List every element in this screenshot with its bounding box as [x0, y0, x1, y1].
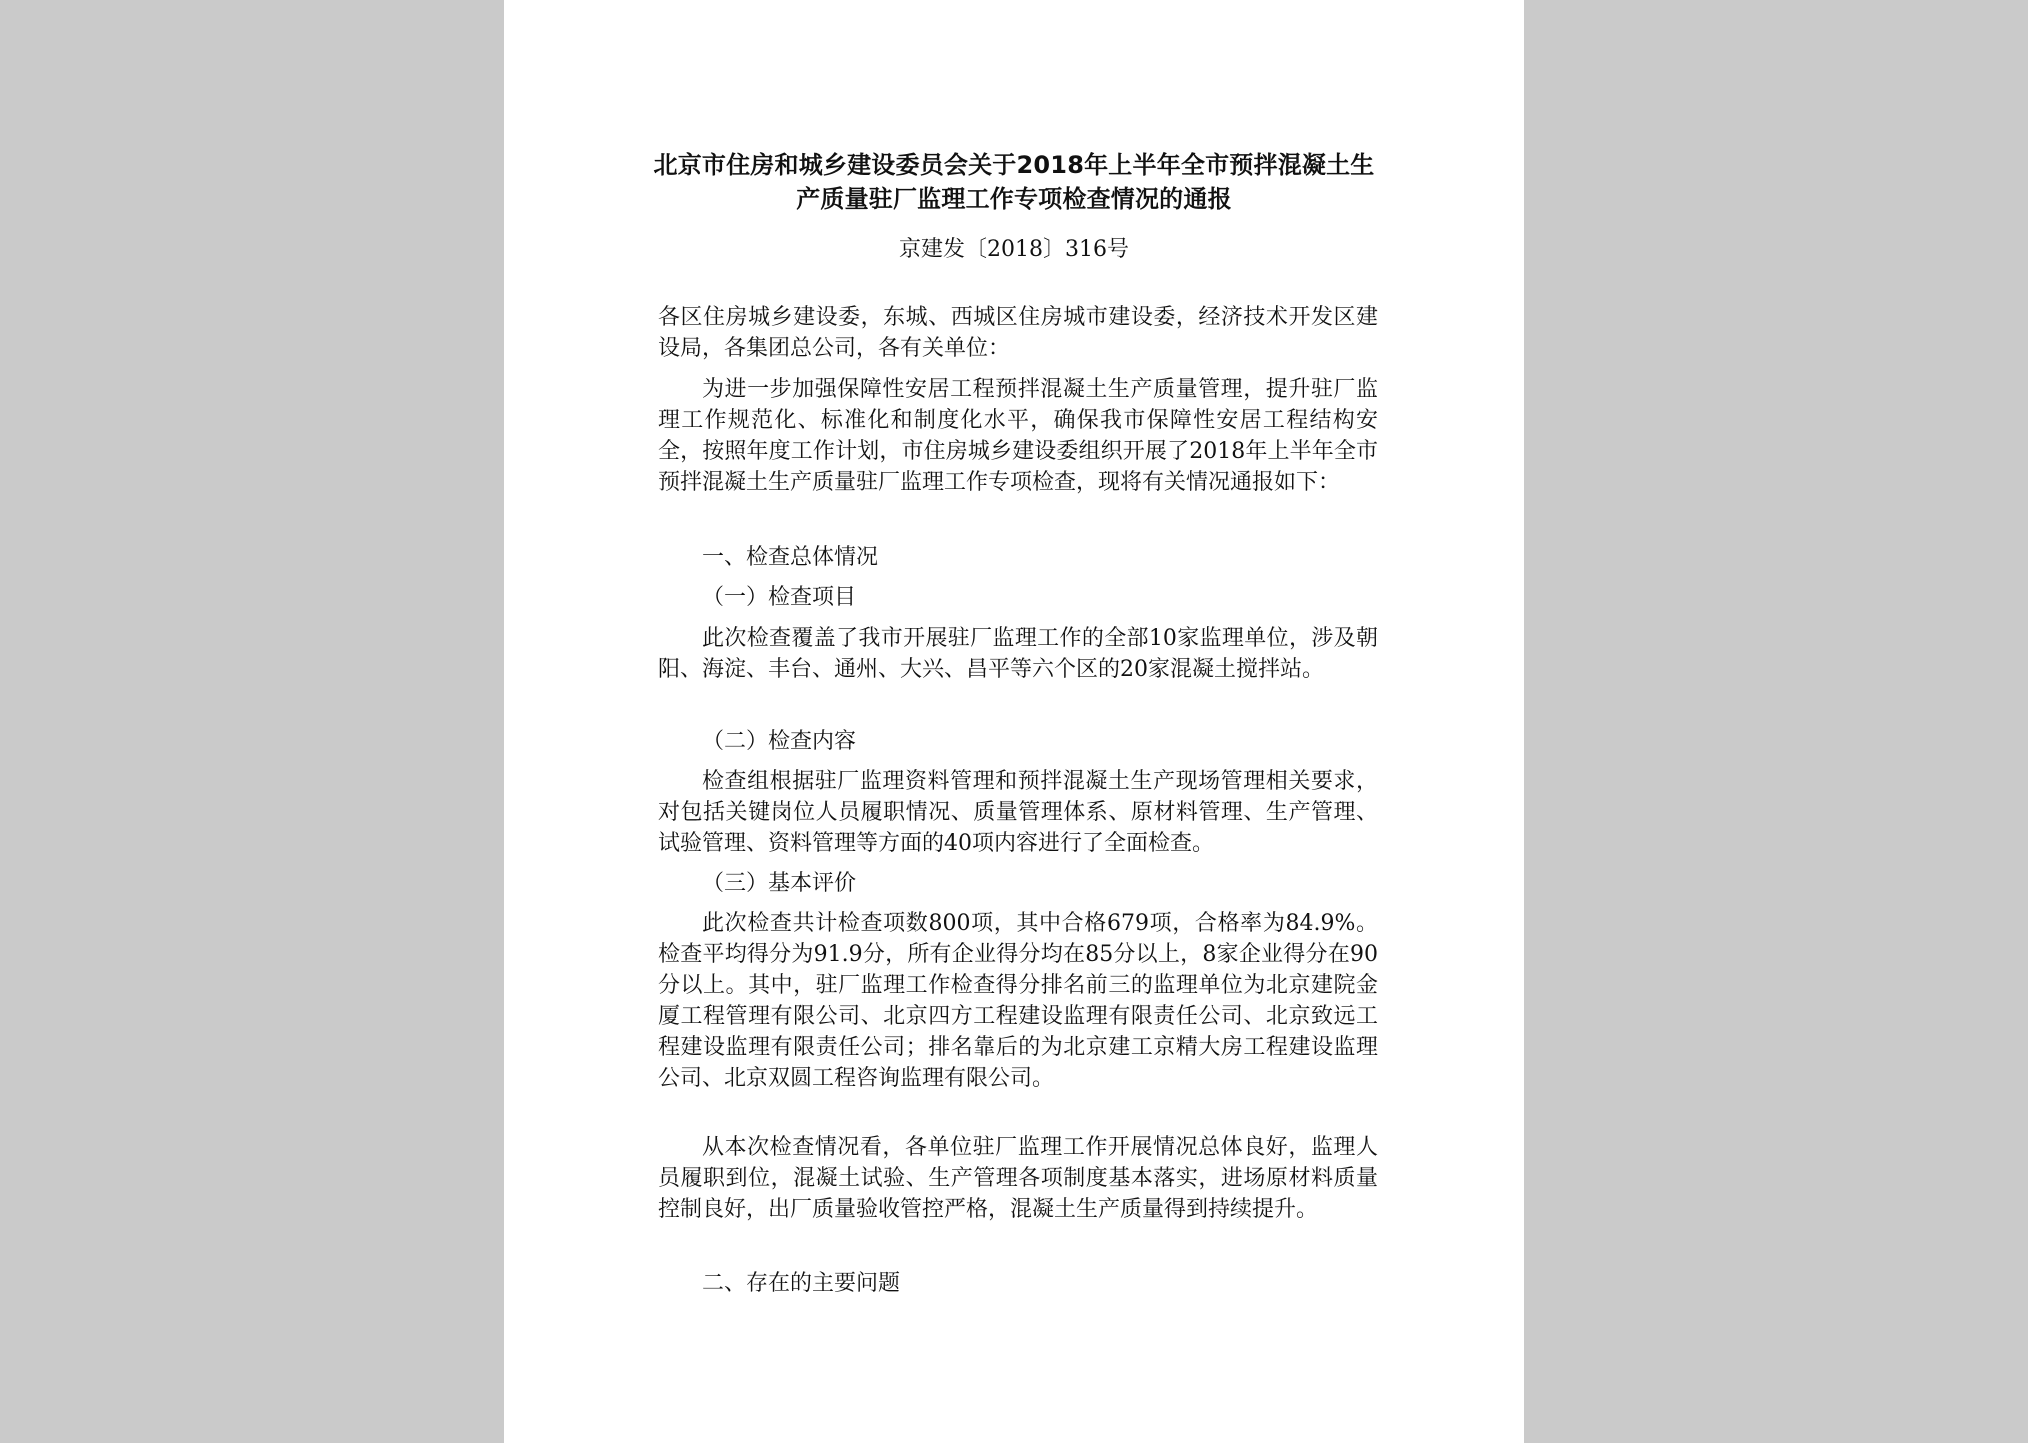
title-line-1: 北京市住房和城乡建设委员会关于2018年上半年全市预拌混凝土生 — [653, 151, 1375, 179]
subsection-1-heading: （一）检查项目 — [702, 585, 857, 610]
section-1-heading: 一、检查总体情况 — [702, 545, 879, 570]
subsection-2-text: 检查组根据驻厂监理资料管理和预拌混凝土生产现场管理相关要求，对包括关键岗位人员履职情况、质量管理体系、原材料管理、生产管理、试验管理、资料管理等方面的40项内容进行了全面检查。 — [658, 769, 1378, 856]
subsection-3-heading: （三）基本评价 — [702, 871, 857, 896]
title-line-2: 产质量驻厂监理工作专项检查情况的通报 — [796, 185, 1232, 213]
subsection-3-text: 此次检查共计检查项数800项，其中合格679项，合格率为84.9%。检查平均得分为91.9分，所有企业得分均在85分以上，8家企业得分在90分以上。其中，驻厂监理工作检查得分排名前三的监理单位为北京建院金厦工程管理有限公司、北京四方工程建设监理有限责任公司、北京致远工程建设监理有限责任公司；排名靠后的为北京建工京精大房工程建设监理公司、北京双圆工程咨询监理有限公司。 — [658, 911, 1378, 1091]
section-2-heading: 二、存在的主要问题 — [702, 1271, 901, 1296]
document-number: 京建发〔2018〕316号 — [899, 237, 1129, 262]
intro-paragraph: 为进一步加强保障性安居工程预拌混凝土生产质量管理，提升驻厂监理工作规范化、标准化和制度化水平，确保我市保障性安居工程结构安全，按照年度工作计划，市住房城乡建设委组织开展了2018年上半年全市预拌混凝土生产质量驻厂监理工作专项检查，现将有关情况通报如下： — [658, 377, 1378, 495]
subsection-2-heading: （二）检查内容 — [702, 729, 857, 754]
subsection-1-text: 此次检查覆盖了我市开展驻厂监理工作的全部10家监理单位，涉及朝阳、海淀、丰台、通州、大兴、昌平等六个区的20家混凝土搅拌站。 — [658, 626, 1378, 682]
document-title — [504, 148, 1524, 216]
summary-paragraph: 从本次检查情况看，各单位驻厂监理工作开展情况总体良好，监理人员履职到位，混凝土试验、生产管理各项制度基本落实，进场原材料质量控制良好，出厂质量验收管控严格，混凝土生产质量得到持续提升。 — [658, 1135, 1378, 1222]
document-page — [504, 0, 1524, 1443]
addressee: 各区住房城乡建设委，东城、西城区住房城市建设委，经济技术开发区建设局，各集团总公司，各有关单位： — [658, 305, 1378, 361]
